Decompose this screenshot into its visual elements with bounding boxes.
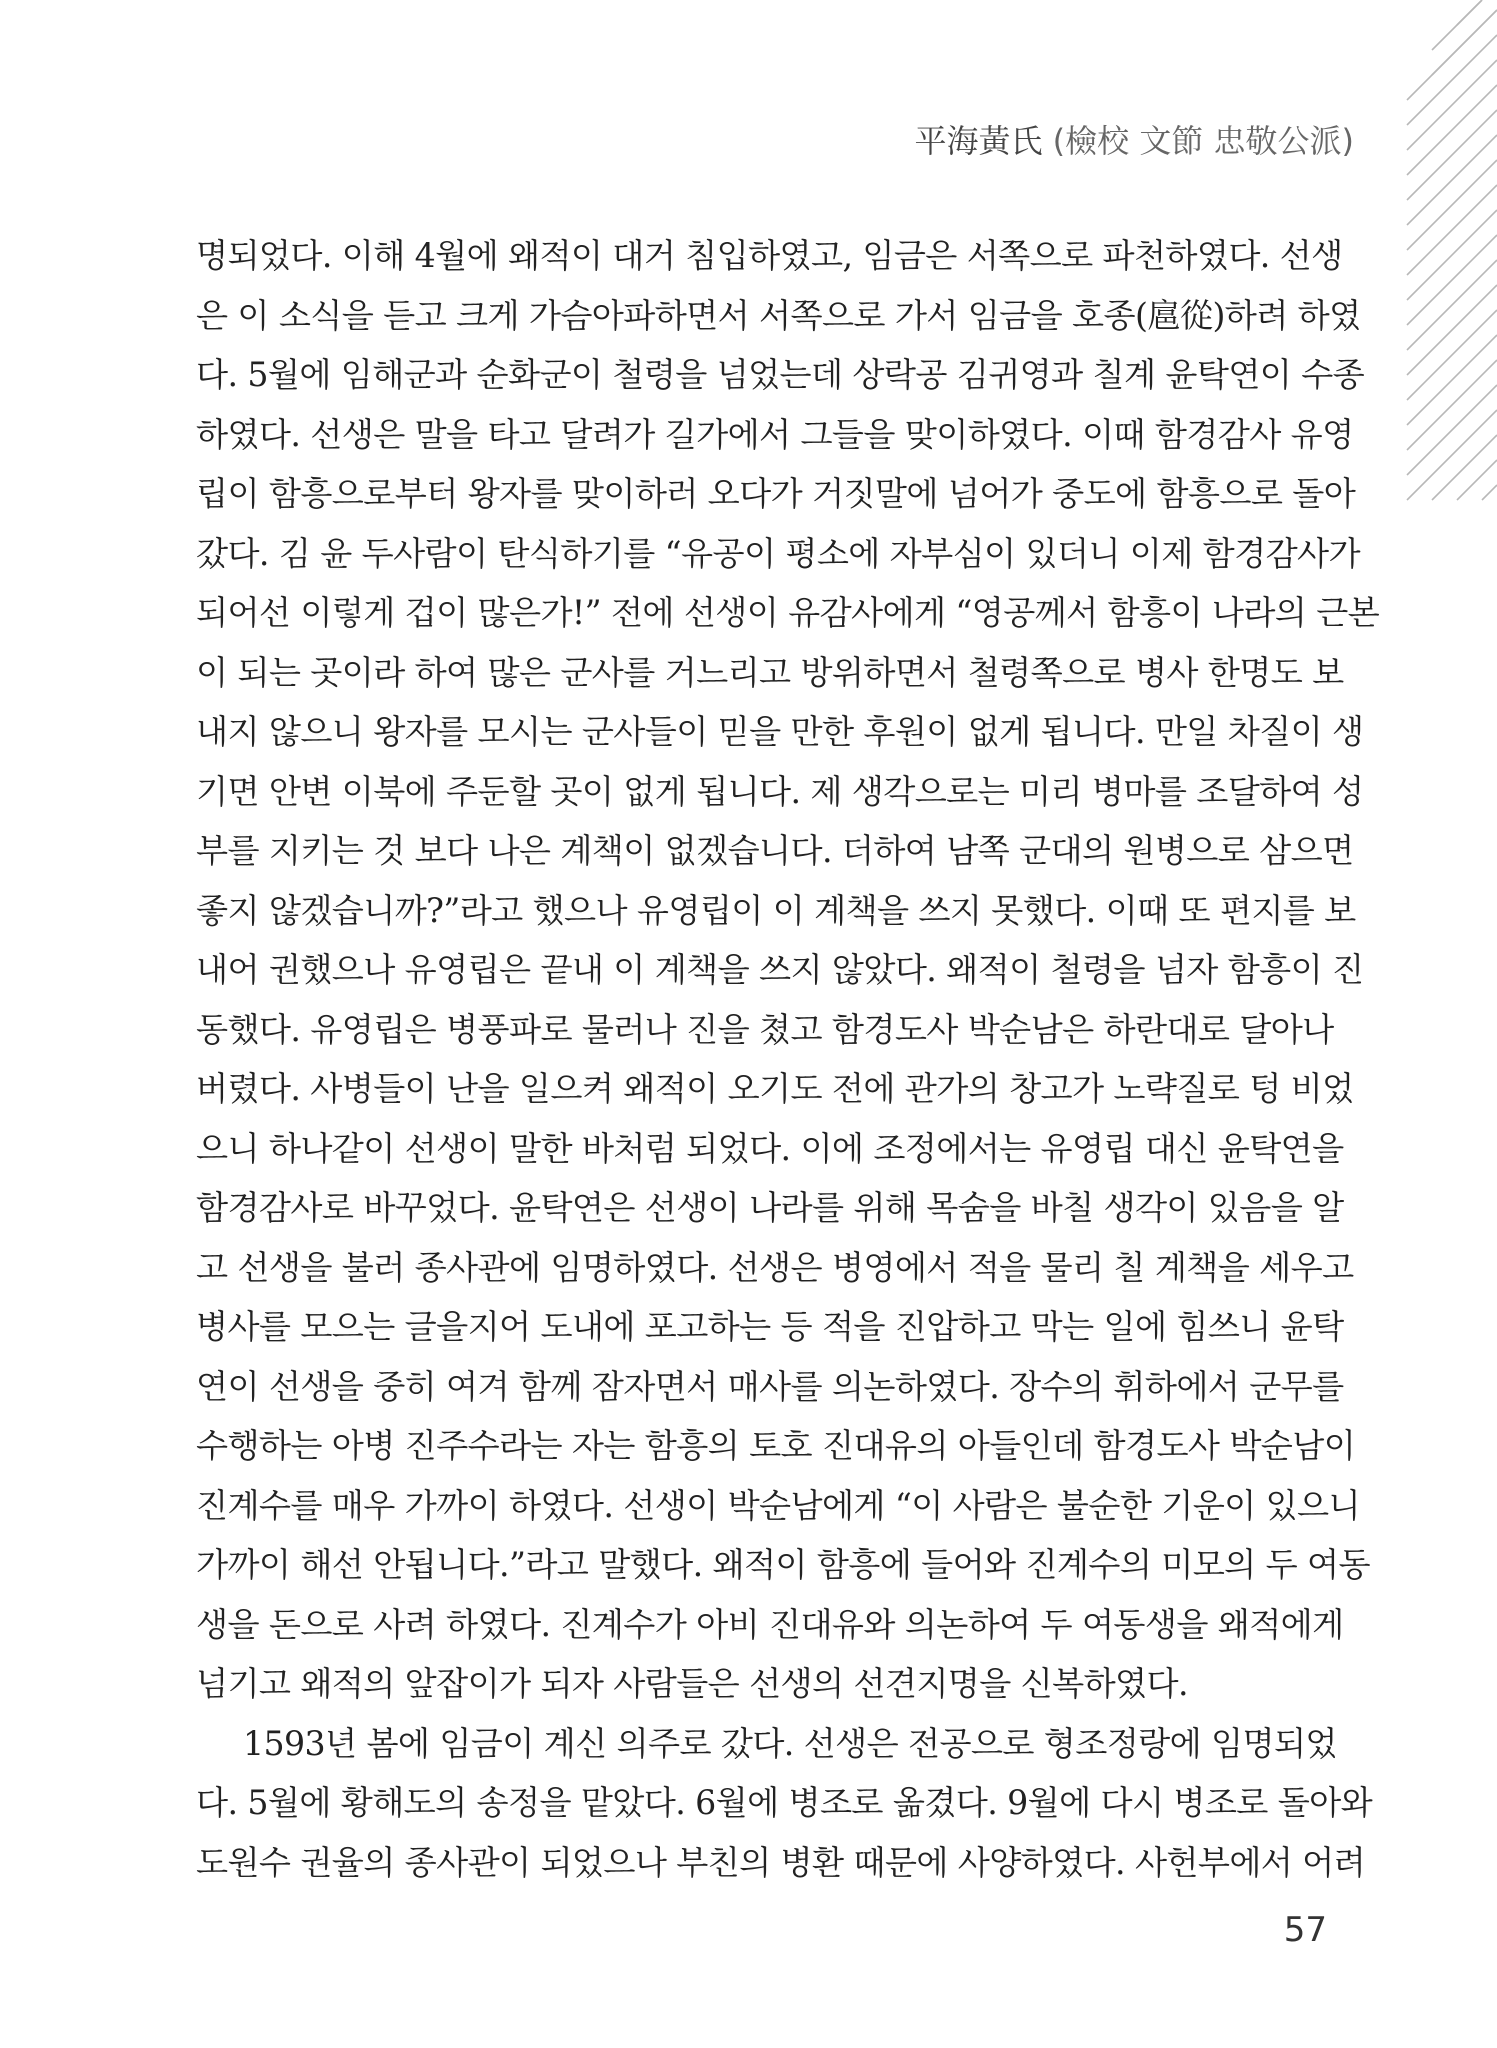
text-line: 수행하는 아병 진주수라는 자는 함흥의 토호 진대유의 아들인데 함경도사 박순남이 <box>196 1426 1356 1465</box>
header-title-main: 平海黃氏 <box>914 122 1043 160</box>
text-line: 함경감사로 바꾸었다. 윤탁연은 선생이 나라를 위해 목숨을 바칠 생각이 있음을 알 <box>196 1188 1344 1227</box>
text-line: 내어 권했으나 유영립은 끝내 이 계책을 쓰지 않았다. 왜적이 철령을 넘자 함흥이 진 <box>196 950 1364 989</box>
running-header <box>914 116 1354 162</box>
text-line: 다. 5월에 황해도의 송정을 맡았다. 6월에 병조로 옮겼다. 9월에 다시 병조로 돌아와 <box>196 1783 1373 1822</box>
text-line: 버렸다. 사병들이 난을 일으켜 왜적이 오기도 전에 관가의 창고가 노략질로 텅 비었 <box>196 1069 1354 1108</box>
text-line: 동했다. 유영립은 병풍파로 물러나 진을 쳤고 함경도사 박순남은 하란대로 달아나 <box>196 1009 1334 1049</box>
text-line: 다. 5월에 임해군과 순화군이 철령을 넘었는데 상락공 김귀영과 칠계 윤탁연이 수종 <box>196 355 1365 394</box>
page-number: 57 <box>1283 1910 1327 1950</box>
text-line: 하였다. 선생은 말을 타고 달려가 길가에서 그들을 맞이하였다. 이때 함경감사 유영 <box>196 414 1354 454</box>
header-title-sub: (檢校 文節 忠敬公派) <box>1052 122 1354 160</box>
body-text <box>196 226 1380 1892</box>
text-line: 생을 돈으로 사려 하였다. 진계수가 아비 진대유와 의논하여 두 여동생을 왜적에게 <box>196 1604 1344 1644</box>
text-line: 립이 함흥으로부터 왕자를 맞이하러 오다가 거짓말에 넘어가 중도에 함흥으로 돌아 <box>196 474 1356 513</box>
text-line: 진계수를 매우 가까이 하였다. 선생이 박순남에게 “이 사람은 불순한 기운이 있으니 <box>196 1485 1360 1525</box>
text-line: 으니 하나같이 선생이 말한 바처럼 되었다. 이에 조정에서는 유영립 대신 윤탁연을 <box>196 1128 1344 1168</box>
text-line: 내지 않으니 왕자를 모시는 군사들이 믿을 만한 후원이 없게 됩니다. 만일 차질이 생 <box>196 712 1364 751</box>
text-line: 가까이 해선 안됩니다.”라고 말했다. 왜적이 함흥에 들어와 진계수의 미모의 두 여동 <box>196 1545 1370 1584</box>
text-line: 병사를 모으는 글을지어 도내에 포고하는 등 적을 진압하고 막는 일에 힘쓰니 윤탁 <box>196 1307 1344 1346</box>
text-line: 연이 선생을 중히 여겨 함께 잠자면서 매사를 의논하였다. 장수의 휘하에서 군무를 <box>196 1366 1344 1406</box>
text-line: 기면 안변 이북에 주둔할 곳이 없게 됩니다. 제 생각으로는 미리 병마를 조달하여 성 <box>196 771 1364 811</box>
text-line: 은 이 소식을 듣고 크게 가슴아파하면서 서쪽으로 가서 임금을 호종(扈從)하려 하였 <box>196 295 1361 335</box>
text-line: 부를 지키는 것 보다 나은 계책이 없겠습니다. 더하여 남쪽 군대의 원병으로 삼으면 <box>196 831 1354 870</box>
text-line: 명되었다. 이해 4월에 왜적이 대거 침입하였고, 임금은 서쪽으로 파천하였다. 선생 <box>196 236 1343 275</box>
text-line: 고 선생을 불러 종사관에 임명하였다. 선생은 병영에서 적을 물리 칠 계책을 세우고 <box>196 1247 1354 1287</box>
text-line: 좋지 않겠습니까?”라고 했으나 유영립이 이 계책을 쓰지 못했다. 이때 또 편지를 보 <box>196 890 1356 930</box>
paragraph-first-line: 1593년 봄에 임금이 계신 의주로 갔다. 선생은 전공으로 형조정랑에 임명되었 <box>243 1723 1337 1763</box>
text-line: 이 되는 곳이라 하여 많은 군사를 거느리고 방위하면서 철령쪽으로 병사 한명도 보 <box>196 652 1344 692</box>
text-line: 도원수 권율의 종사관이 되었으나 부친의 병환 때문에 사양하였다. 사헌부에서 어려 <box>196 1842 1366 1882</box>
diagonal-hatch-decoration <box>1387 0 1497 520</box>
text-line: 갔다. 김 윤 두사람이 탄식하기를 “유공이 평소에 자부심이 있더니 이제 함경감사가 <box>196 533 1360 573</box>
text-line: 되어선 이렇게 겁이 많은가!” 전에 선생이 유감사에게 “영공께서 함흥이 나라의 근본 <box>196 593 1380 632</box>
text-line: 넘기고 왜적의 앞잡이가 되자 사람들은 선생의 선견지명을 신복하였다. <box>196 1664 1188 1703</box>
